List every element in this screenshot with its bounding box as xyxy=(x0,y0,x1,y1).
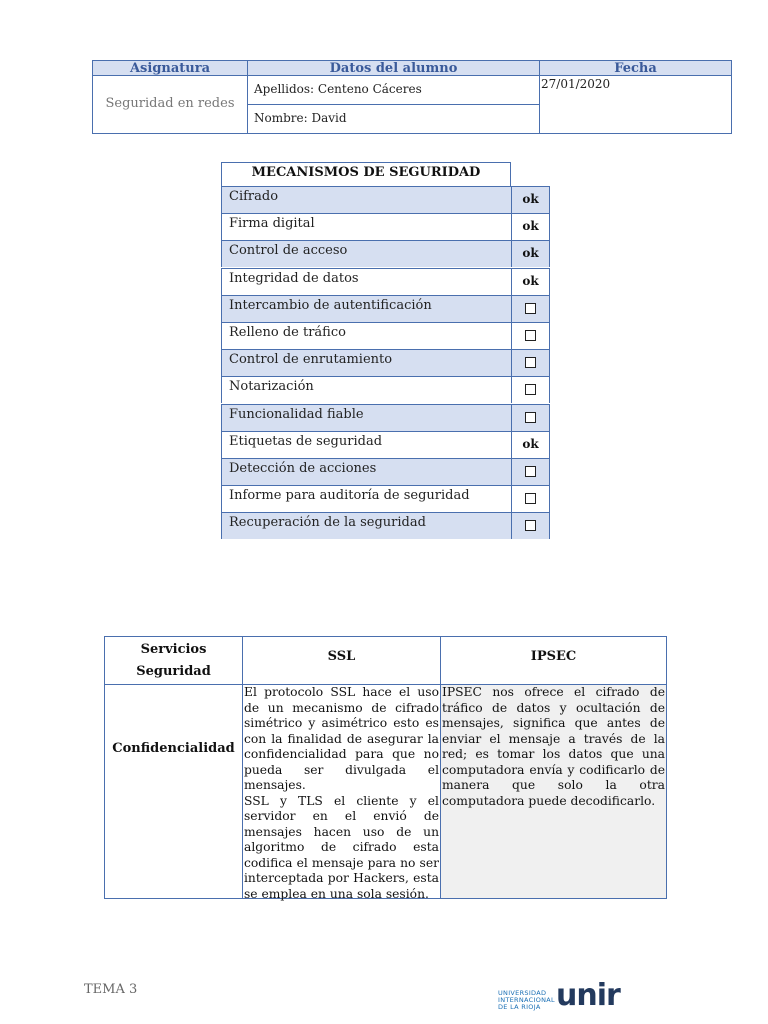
mechanism-status xyxy=(511,404,550,431)
logo-line-2: INTERNACIONAL xyxy=(498,996,555,1004)
header-subject-label: Asignatura xyxy=(92,60,248,76)
header-student-label: Datos del alumno xyxy=(247,60,540,76)
date-value: 27/01/2020 xyxy=(539,75,732,134)
mechanism-row xyxy=(221,458,550,485)
services-table xyxy=(104,636,667,899)
checkbox-icon[interactable] xyxy=(525,384,536,395)
services-header-label xyxy=(104,636,243,685)
ipsec-header: IPSEC xyxy=(440,636,667,685)
mechanism-row xyxy=(221,268,550,295)
ssl-header: SSL xyxy=(242,636,441,685)
mechanism-row xyxy=(221,186,550,213)
mechanism-row xyxy=(221,349,550,376)
mechanism-status xyxy=(511,485,550,512)
mechanism-row xyxy=(221,322,550,349)
mechanism-status xyxy=(511,512,550,539)
mechanism-status-ok: ok xyxy=(511,431,550,458)
checkbox-icon[interactable] xyxy=(525,357,536,368)
mechanism-name: Notarización xyxy=(221,376,511,403)
mechanism-name: Control de enrutamiento xyxy=(221,349,511,376)
mechanism-status xyxy=(511,322,550,349)
checkbox-icon[interactable] xyxy=(525,330,536,341)
services-header-line2: Seguridad xyxy=(136,664,211,679)
logo-line-3: DE LA RIOJA xyxy=(498,1003,541,1011)
mechanism-status-ok: ok xyxy=(511,268,550,295)
mechanism-name: Firma digital xyxy=(221,213,511,240)
header-date-label: Fecha xyxy=(539,60,732,76)
confidentiality-label: Confidencialidad xyxy=(104,684,243,899)
logo-line-1: UNIVERSIDAD xyxy=(498,989,547,997)
unir-logo-caption xyxy=(498,990,555,1011)
ssl-paragraph-1: El protocolo SSL hace el uso de un mecanismo de cifrado simétrico y asimétrico esto es con la finalidad de asegurar la confidencialidad para que no pueda ser divulgada el mensajes. xyxy=(244,685,439,792)
mechanism-row xyxy=(221,213,550,240)
mechanism-status-ok: ok xyxy=(511,186,550,213)
checkbox-icon[interactable] xyxy=(525,303,536,314)
mechanism-row xyxy=(221,376,550,403)
mechanism-name: Relleno de tráfico xyxy=(221,322,511,349)
mechanism-name: Recuperación de la seguridad xyxy=(221,512,511,539)
subject-value: Seguridad en redes xyxy=(92,75,248,134)
mechanism-name: Informe para auditoría de seguridad xyxy=(221,485,511,512)
mechanism-name: Cifrado xyxy=(221,186,511,213)
name-value: Nombre: David xyxy=(247,104,540,134)
mechanism-status-ok: ok xyxy=(511,240,550,267)
footer-topic: TEMA 3 xyxy=(84,982,138,997)
mechanism-status xyxy=(511,295,550,322)
mechanism-row xyxy=(221,512,550,539)
mechanism-status xyxy=(511,458,550,485)
ipsec-description: IPSEC nos ofrece el cifrado de tráfico de datos y ocultación de mensajes, significa que antes de enviar el mensaje a través de la red; es tomar los datos que una computadora envía y codificarlo de manera que solo la otra computadora puede decodificarlo. xyxy=(440,684,667,899)
checkbox-icon[interactable] xyxy=(525,466,536,477)
mechanisms-title: MECANISMOS DE SEGURIDAD xyxy=(221,162,511,186)
mechanism-name: Etiquetas de seguridad xyxy=(221,431,511,458)
checkbox-icon[interactable] xyxy=(525,520,536,531)
header-table xyxy=(92,60,732,134)
mechanism-name: Detección de acciones xyxy=(221,458,511,485)
mechanism-row xyxy=(221,295,550,322)
mechanism-status-ok: ok xyxy=(511,213,550,240)
mechanism-name: Control de acceso xyxy=(221,240,511,267)
checkbox-icon[interactable] xyxy=(525,493,536,504)
mechanism-row xyxy=(221,240,550,267)
unir-logo: unir xyxy=(556,978,620,1013)
mechanism-row xyxy=(221,485,550,512)
checkbox-icon[interactable] xyxy=(525,412,536,423)
mechanism-name: Integridad de datos xyxy=(221,268,511,295)
services-header-line1: Servicios xyxy=(140,642,207,657)
ssl-description xyxy=(242,684,441,899)
surname-value: Apellidos: Centeno Cáceres xyxy=(247,75,540,105)
mechanism-status xyxy=(511,376,550,403)
mechanism-name: Intercambio de autentificación xyxy=(221,295,511,322)
mechanism-status xyxy=(511,349,550,376)
mechanism-name: Funcionalidad fiable xyxy=(221,404,511,431)
ssl-paragraph-2: SSL y TLS el cliente y el servidor en el envió de mensajes hacen uso de un algoritmo de cifrado esta codifica el mensaje para no ser interceptada por Hackers, esta se emplea en una sola sesión. xyxy=(244,793,439,901)
mechanism-row xyxy=(221,431,550,458)
mechanism-row xyxy=(221,404,550,431)
